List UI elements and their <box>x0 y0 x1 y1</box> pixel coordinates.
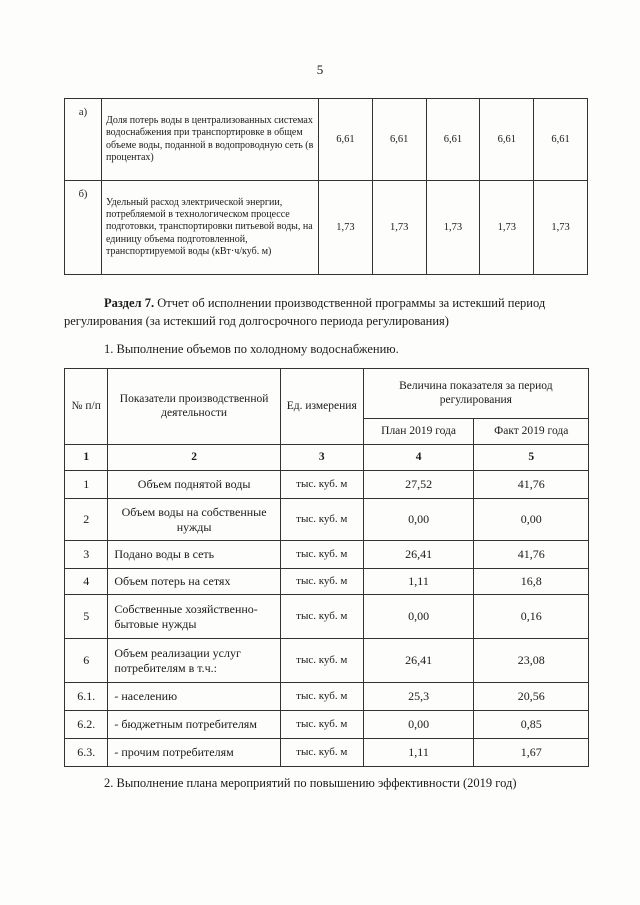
col-number: 1 <box>65 445 108 471</box>
header-fact: Факт 2019 года <box>474 419 589 445</box>
row-label: б) <box>65 181 102 275</box>
row-unit: тыс. куб. м <box>280 683 363 711</box>
value-cell: 1,73 <box>534 181 588 275</box>
row-plan: 1,11 <box>363 739 474 767</box>
indicators-table <box>64 98 588 275</box>
col-number: 4 <box>363 445 474 471</box>
row-name: Объем реализации услуг потребителям в т.ч.: <box>108 639 280 683</box>
col-number: 3 <box>280 445 363 471</box>
row-num: 6 <box>65 639 108 683</box>
value-cell: 6,61 <box>426 99 480 181</box>
table-row <box>65 471 589 499</box>
row-num: 1 <box>65 471 108 499</box>
row-unit: тыс. куб. м <box>280 595 363 639</box>
section-title-bold: Раздел 7. <box>104 296 155 310</box>
table-row <box>65 569 589 595</box>
table-row <box>65 499 589 541</box>
header-num: № п/п <box>65 369 108 445</box>
table-row <box>65 595 589 639</box>
row-num: 5 <box>65 595 108 639</box>
table-row <box>65 639 589 683</box>
row-name: Собственные хозяйственно-бытовые нужды <box>108 595 280 639</box>
row-name: - прочим потребителям <box>108 739 280 767</box>
row-num: 2 <box>65 499 108 541</box>
table-header-row <box>65 369 589 419</box>
col-number: 5 <box>474 445 589 471</box>
header-unit: Ед. измерения <box>280 369 363 445</box>
value-cell: 1,73 <box>372 181 426 275</box>
row-num: 3 <box>65 541 108 569</box>
row-num: 6.2. <box>65 711 108 739</box>
row-name: Объем воды на собственные нужды <box>108 499 280 541</box>
row-unit: тыс. куб. м <box>280 471 363 499</box>
page-number: 5 <box>316 62 324 77</box>
row-plan: 26,41 <box>363 541 474 569</box>
row-name: Объем поднятой воды <box>108 471 280 499</box>
subheading-efficiency: 2. Выполнение плана мероприятий по повышению эффективности (2019 год) <box>104 776 517 790</box>
section-title-text: Отчет об исполнении производственной программы за истекший период регулирования (за истекший год долгосрочного периода регулирования) <box>64 296 546 329</box>
row-fact: 0,00 <box>474 499 589 541</box>
row-plan: 27,52 <box>363 471 474 499</box>
row-unit: тыс. куб. м <box>280 541 363 569</box>
row-fact: 20,56 <box>474 683 589 711</box>
row-plan: 0,00 <box>363 499 474 541</box>
row-name: Подано воды в сеть <box>108 541 280 569</box>
row-fact: 16,8 <box>474 569 589 595</box>
row-name: - населению <box>108 683 280 711</box>
column-number-row <box>65 445 589 471</box>
value-cell: 6,61 <box>372 99 426 181</box>
row-description: Удельный расход электрической энергии, потребляемой в технологическом процессе подготовки, транспортировки питьевой воды, на единицу объема подготовленной, транспортируемой воды (кВт·ч/куб. м) <box>102 181 319 275</box>
row-plan: 26,41 <box>363 639 474 683</box>
row-fact: 0,85 <box>474 711 589 739</box>
row-unit: тыс. куб. м <box>280 711 363 739</box>
row-unit: тыс. куб. м <box>280 639 363 683</box>
table-row <box>65 739 589 767</box>
row-plan: 0,00 <box>363 595 474 639</box>
header-indicator: Показатели производственной деятельности <box>108 369 280 445</box>
table-row <box>65 683 589 711</box>
value-cell: 6,61 <box>534 99 588 181</box>
col-number: 2 <box>108 445 280 471</box>
section-title <box>64 294 594 330</box>
table-row <box>65 541 589 569</box>
row-fact: 23,08 <box>474 639 589 683</box>
row-unit: тыс. куб. м <box>280 499 363 541</box>
cold-water-table <box>64 368 589 767</box>
table-row <box>65 711 589 739</box>
header-plan: План 2019 года <box>363 419 474 445</box>
value-cell: 1,73 <box>426 181 480 275</box>
row-fact: 1,67 <box>474 739 589 767</box>
row-num: 6.3. <box>65 739 108 767</box>
row-name: - бюджетным потребителям <box>108 711 280 739</box>
value-cell: 6,61 <box>319 99 373 181</box>
row-unit: тыс. куб. м <box>280 739 363 767</box>
value-cell: 6,61 <box>480 99 534 181</box>
row-fact: 0,16 <box>474 595 589 639</box>
row-num: 4 <box>65 569 108 595</box>
subheading-cold-water: 1. Выполнение объемов по холодному водоснабжению. <box>104 342 399 356</box>
row-fact: 41,76 <box>474 541 589 569</box>
header-value-group: Величина показателя за период регулирования <box>363 369 588 419</box>
row-num: 6.1. <box>65 683 108 711</box>
value-cell: 1,73 <box>480 181 534 275</box>
row-label: а) <box>65 99 102 181</box>
table-row <box>65 181 588 275</box>
row-fact: 41,76 <box>474 471 589 499</box>
row-description: Доля потерь воды в централизованных системах водоснабжения при транспортировке в общем объеме воды, поданной в водопроводную сеть (в процентах) <box>102 99 319 181</box>
row-plan: 1,11 <box>363 569 474 595</box>
value-cell: 1,73 <box>319 181 373 275</box>
row-plan: 0,00 <box>363 711 474 739</box>
row-plan: 25,3 <box>363 683 474 711</box>
row-name: Объем потерь на сетях <box>108 569 280 595</box>
table-row <box>65 99 588 181</box>
row-unit: тыс. куб. м <box>280 569 363 595</box>
